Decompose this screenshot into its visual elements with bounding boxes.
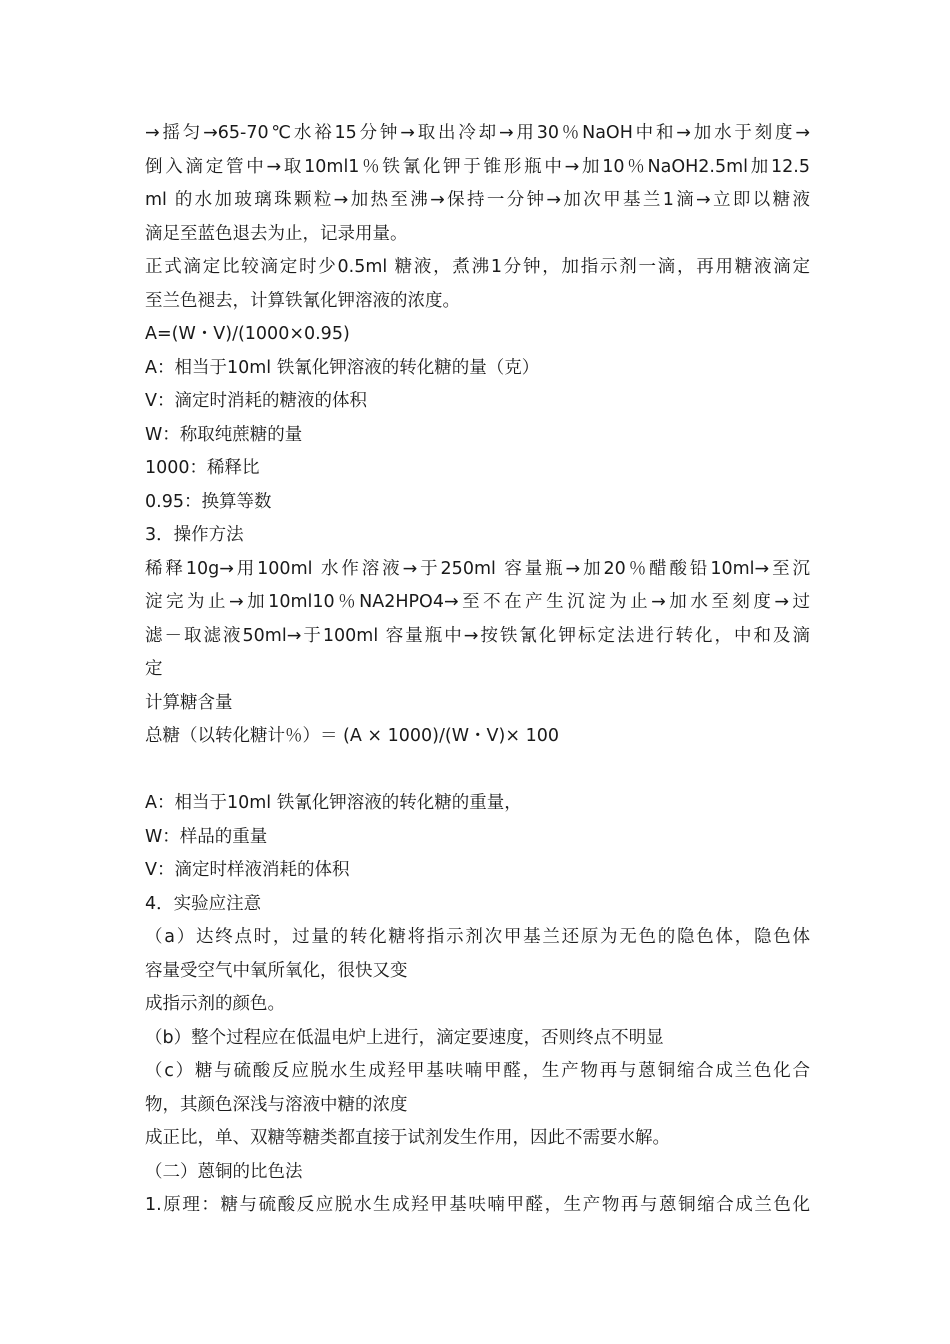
text-line: 稀释10g→用100ml 水作溶液→于250ml 容量瓶→加20％醋酸铅10ml→至沉 (145, 558, 810, 579)
text-line: 至兰色褪去，计算铁氰化钾溶液的浓度。 (145, 290, 460, 311)
section-heading: 3．操作方法 (145, 525, 244, 545)
text-line: 淀完为止→加10ml10％NA2HPO4→至不在产生沉淀为止→加水至刻度→过 (145, 592, 810, 612)
formula: A=(W・V)/(1000×0.95) (145, 324, 350, 344)
text-line: 滤－取滤液50ml→于100ml 容量瓶中→按铁氰化钾标定法进行转化，中和及滴 (145, 625, 810, 646)
definition: W：样品的重量 (145, 826, 268, 847)
definition: V：滴定时消耗的糖液的体积 (145, 391, 367, 411)
text-line: 成正比，单、双糖等糖类都直接于试剂发生作用，因此不需要水解。 (145, 1128, 670, 1148)
section-heading: 4．实验应注意 (145, 893, 262, 914)
text-line: 容量受空气中氧所氧化，很快又变 (145, 960, 408, 981)
formula: 总糖（以转化糖计％）＝ (A × 1000)/(W・V)× 100 (145, 726, 559, 746)
text-line: 物，其颜色深浅与溶液中糖的浓度 (145, 1094, 408, 1115)
definition: 1000：稀释比 (145, 458, 260, 478)
text-line: 1.原理：糖与硫酸反应脱水生成羟甲基呋喃甲醛，生产物再与蒽铜缩合成兰色化 (145, 1195, 810, 1215)
definition: A：相当于10ml 铁氰化钾溶液的转化糖的重量， (145, 793, 522, 813)
text-line: 成指示剂的颜色。 (145, 994, 285, 1014)
blank-line (145, 754, 810, 788)
definition: W：称取纯蔗糖的量 (145, 424, 303, 445)
text-line: （a）达终点时，过量的转化糖将指示剂次甲基兰还原为无色的隐色体，隐色体 (145, 927, 810, 947)
text-line: →摇匀→65-70℃水裕15分钟→取出冷却→用30％NaOH中和→加水于刻度→ (145, 123, 810, 143)
text-line: 滴足至蓝色退去为止，记录用量。 (145, 223, 408, 244)
document-body (145, 117, 810, 1223)
section-heading: 计算糖含量 (145, 692, 233, 713)
definition: 0.95：换算等数 (145, 491, 272, 512)
text-line: （b）整个过程应在低温电炉上进行，滴定要速度，否则终点不明显 (145, 1027, 664, 1048)
definition: A：相当于10ml 铁氰化钾溶液的转化糖的量（克） (145, 357, 540, 378)
definition: V：滴定时样液消耗的体积 (145, 860, 350, 880)
text-line: 倒入滴定管中→取10ml1％铁氰化钾于锥形瓶中→加10％NaOH2.5ml加12.5 (145, 156, 810, 177)
text-line: （c）糖与硫酸反应脱水生成羟甲基呋喃甲醛，生产物再与蒽铜缩合成兰色化合 (145, 1061, 810, 1081)
text-line: 正式滴定比较滴定时少0.5ml 糖液，煮沸1分钟，加指示剂一滴，再用糖液滴定 (145, 257, 810, 277)
text-line: ml 的水加玻璃珠颗粒→加热至沸→保持一分钟→加次甲基兰1滴→立即以糖液 (145, 190, 810, 210)
section-heading: （二）蒽铜的比色法 (145, 1161, 303, 1182)
text-line: 定 (145, 659, 163, 679)
